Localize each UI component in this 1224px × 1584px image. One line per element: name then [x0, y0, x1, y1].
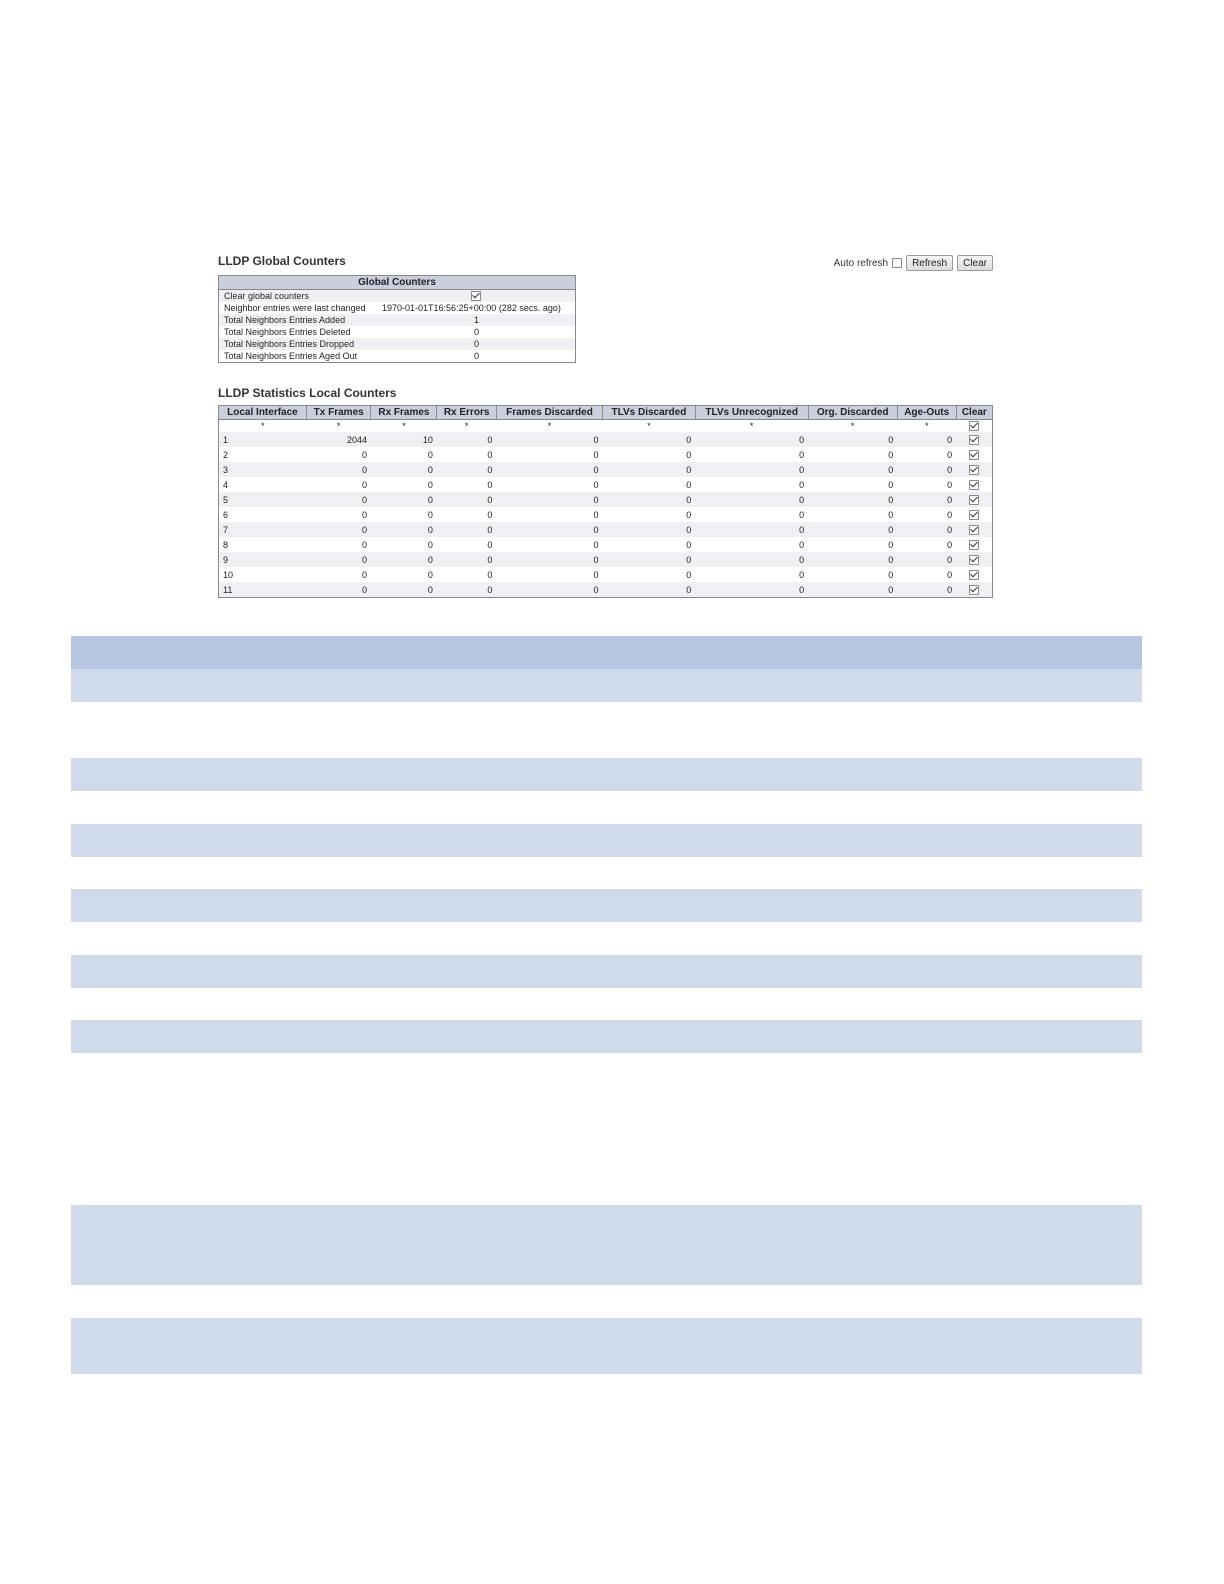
counter-cell: 0	[496, 492, 602, 507]
col-age-outs: Age-Outs	[897, 406, 956, 420]
row-value: 1	[378, 314, 576, 326]
counter-cell: 0	[686, 509, 692, 520]
counter-cell: 0	[695, 522, 808, 537]
counter-cell: 0	[888, 569, 894, 580]
counter-cell: 0	[888, 479, 894, 490]
counter-cell: 0	[487, 509, 493, 520]
table-row	[219, 552, 993, 567]
wildcard-cell: *	[924, 421, 929, 431]
table-row	[219, 537, 993, 552]
counter-cell: 0	[695, 462, 808, 477]
table-row	[219, 290, 576, 303]
counter-cell: 0	[888, 539, 894, 550]
counter-cell: 0	[361, 449, 367, 460]
counter-cell: 0	[427, 449, 433, 460]
clear-row-checkbox[interactable]	[969, 450, 979, 460]
wildcard-cell: *	[850, 421, 855, 431]
interface-cell: 8	[223, 539, 229, 550]
row-value: 0	[473, 351, 479, 361]
counter-cell: 0	[496, 522, 602, 537]
counter-cell: 0	[437, 582, 497, 598]
counter-cell: 0	[496, 462, 602, 477]
doc-table-band	[71, 824, 1142, 857]
counter-cell: 10	[371, 432, 437, 447]
counter-cell: 0	[603, 462, 696, 477]
counter-cell: 0	[695, 582, 808, 598]
wildcard-cell: *	[260, 421, 265, 431]
interface-cell: 5	[219, 492, 307, 507]
counter-cell: 0	[947, 479, 953, 490]
counter-cell: 0	[808, 522, 897, 537]
doc-table-band	[71, 889, 1142, 922]
row-label: Clear global counters	[219, 290, 378, 303]
counter-cell: 0	[603, 582, 696, 598]
counter-cell: 0	[437, 462, 497, 477]
col-org-discarded: Org. Discarded	[808, 406, 897, 420]
counter-cell: 0	[437, 432, 497, 447]
col-rx-frames: Rx Frames	[371, 406, 437, 420]
counter-cell: 0	[361, 509, 367, 520]
counter-cell: 0	[437, 552, 497, 567]
interface-cell: 4	[223, 479, 229, 490]
global-counters-table	[218, 275, 576, 363]
counter-cell: 0	[897, 552, 956, 567]
counter-cell: 0	[306, 462, 371, 477]
counter-cell: 0	[897, 462, 956, 477]
wildcard-cell: *	[547, 421, 552, 431]
counter-cell: 0	[306, 552, 371, 567]
wildcard-cell: *	[647, 421, 651, 431]
interface-cell: 3	[219, 462, 307, 477]
clear-row-checkbox[interactable]	[969, 525, 979, 535]
interface-cell: 2	[223, 449, 229, 460]
counter-cell: 0	[603, 552, 696, 567]
col-local-interface: Local Interface	[219, 406, 307, 420]
col-frames-discarded: Frames Discarded	[496, 406, 602, 420]
doc-table-band	[71, 758, 1142, 791]
counter-cell: 0	[593, 569, 599, 580]
row-value: 0	[378, 338, 576, 350]
toolbar	[834, 255, 993, 271]
col-rx-errors: Rx Errors	[437, 406, 497, 420]
counter-cell: 0	[593, 509, 599, 520]
counter-cell: 0	[799, 479, 805, 490]
counter-cell: 0	[799, 539, 805, 550]
clear-row-checkbox[interactable]	[969, 435, 979, 445]
wildcard-cell: *	[336, 421, 341, 431]
table-row	[219, 477, 993, 492]
col-tlvs-unrecognized: TLVs Unrecognized	[695, 406, 808, 420]
interface-cell: 9	[219, 552, 307, 567]
counter-cell: 0	[799, 509, 805, 520]
counter-cell: 0	[888, 509, 894, 520]
counter-cell: 0	[371, 522, 437, 537]
counter-cell: 0	[947, 569, 953, 580]
counter-cell: 0	[496, 582, 602, 598]
counter-cell: 0	[808, 432, 897, 447]
col-tx-frames: Tx Frames	[306, 406, 371, 420]
counter-cell: 0	[437, 492, 497, 507]
counter-cell: 0	[897, 432, 956, 447]
doc-table-band	[71, 1020, 1142, 1053]
clear-global-counters-checkbox[interactable]	[471, 291, 481, 301]
global-counters-title: LLDP Global Counters	[218, 254, 346, 268]
counter-cell: 0	[361, 479, 367, 490]
interface-cell: 1	[219, 432, 307, 447]
doc-table-header-band	[71, 636, 1142, 669]
counter-cell: 0	[808, 582, 897, 598]
counter-cell: 0	[427, 569, 433, 580]
table-row	[219, 302, 576, 314]
counter-cell: 0	[603, 492, 696, 507]
counter-cell: 0	[371, 582, 437, 598]
interface-cell: 6	[223, 509, 229, 520]
counter-cell: 0	[897, 492, 956, 507]
clear-row-checkbox[interactable]	[969, 495, 979, 505]
wildcard-cell: *	[464, 421, 469, 431]
local-counters-body	[219, 420, 993, 598]
counter-cell: 0	[306, 522, 371, 537]
counter-cell: 0	[947, 449, 953, 460]
counter-cell: 0	[695, 432, 808, 447]
counter-cell: 0	[808, 552, 897, 567]
clear-row-checkbox[interactable]	[969, 555, 979, 565]
doc-table-band	[71, 1205, 1142, 1285]
row-label: Total Neighbors Entries Added	[219, 314, 378, 326]
counter-cell: 0	[947, 539, 953, 550]
clear-button[interactable]: Clear	[957, 255, 993, 271]
table-row	[219, 582, 993, 598]
counter-cell: 0	[603, 522, 696, 537]
counter-cell: 0	[799, 569, 805, 580]
row-label: Total Neighbors Entries Aged Out	[224, 351, 358, 361]
counter-cell: 0	[487, 569, 493, 580]
table-row	[219, 492, 993, 507]
counter-cell: 0	[808, 492, 897, 507]
counter-cell: 0	[593, 539, 599, 550]
counter-cell: 0	[361, 539, 367, 550]
counter-cell: 0	[487, 479, 493, 490]
counter-cell: 0	[306, 582, 371, 598]
col-tlvs-discarded: TLVs Discarded	[603, 406, 696, 420]
table-row	[219, 462, 993, 477]
auto-refresh-checkbox[interactable]	[892, 258, 902, 268]
counter-cell: 0	[306, 492, 371, 507]
clear-row-checkbox[interactable]	[969, 540, 979, 550]
wildcard-cell: *	[402, 421, 406, 431]
table-row	[219, 432, 993, 447]
counter-cell: 0	[897, 522, 956, 537]
counter-cell: 0	[427, 479, 433, 490]
global-counters-header: Global Counters	[219, 276, 576, 290]
counter-cell: 0	[686, 479, 692, 490]
doc-table-band	[71, 955, 1142, 988]
local-counters-title: LLDP Statistics Local Counters	[218, 386, 397, 400]
row-label: Total Neighbors Entries Deleted	[224, 327, 351, 337]
clear-row-checkbox[interactable]	[969, 585, 979, 595]
row-label: Neighbor entries were last changed	[224, 303, 366, 313]
counter-cell: 0	[695, 492, 808, 507]
row-value: 0	[473, 327, 479, 337]
clear-row-checkbox[interactable]	[969, 480, 979, 490]
counter-cell: 0	[808, 462, 897, 477]
counter-cell: 0	[686, 449, 692, 460]
table-row	[219, 522, 993, 537]
counter-cell: 0	[496, 552, 602, 567]
local-counters-table	[218, 405, 993, 598]
counter-cell: 0	[593, 479, 599, 490]
table-row	[219, 326, 576, 338]
table-row	[219, 447, 993, 462]
counter-cell: 0	[686, 569, 692, 580]
doc-table-band	[71, 1318, 1142, 1374]
row-value: 1970-01-01T16:56:25+00:00 (282 secs. ago)	[381, 303, 561, 313]
counter-cell: 0	[371, 462, 437, 477]
interface-cell: 11	[219, 582, 307, 598]
interface-cell: 10	[223, 569, 234, 580]
auto-refresh-label: Auto refresh	[833, 257, 889, 269]
counter-cell: 0	[371, 492, 437, 507]
counter-cell: 0	[799, 449, 805, 460]
table-row	[219, 567, 993, 582]
counter-cell: 0	[361, 569, 367, 580]
counter-cell: 0	[593, 449, 599, 460]
counter-cell: 0	[888, 449, 894, 460]
table-row	[219, 314, 576, 326]
refresh-button[interactable]: Refresh	[906, 255, 953, 271]
clear-all-checkbox[interactable]	[969, 421, 979, 431]
counter-cell: 0	[427, 509, 433, 520]
doc-table-band	[71, 669, 1142, 702]
clear-row-checkbox[interactable]	[969, 465, 979, 475]
counter-cell: 0	[603, 432, 696, 447]
table-row	[219, 507, 993, 522]
wildcard-cell: *	[749, 421, 754, 431]
row-label: Total Neighbors Entries Dropped	[219, 338, 378, 350]
counter-cell: 0	[487, 539, 493, 550]
counter-cell: 0	[897, 582, 956, 598]
counter-cell: 0	[487, 449, 493, 460]
table-row	[219, 350, 576, 363]
col-clear: Clear	[956, 406, 992, 420]
counter-cell: 0	[695, 552, 808, 567]
counter-cell: 0	[496, 432, 602, 447]
clear-row-checkbox[interactable]	[969, 570, 979, 580]
clear-row-checkbox[interactable]	[969, 510, 979, 520]
counter-cell: 0	[427, 539, 433, 550]
table-row	[219, 338, 576, 350]
counter-cell: 0	[371, 552, 437, 567]
counter-cell: 0	[947, 509, 953, 520]
counter-cell: 0	[437, 522, 497, 537]
interface-cell: 7	[219, 522, 307, 537]
counter-cell: 2044	[306, 432, 371, 447]
wildcard-row	[219, 420, 993, 433]
counter-cell: 0	[686, 539, 692, 550]
